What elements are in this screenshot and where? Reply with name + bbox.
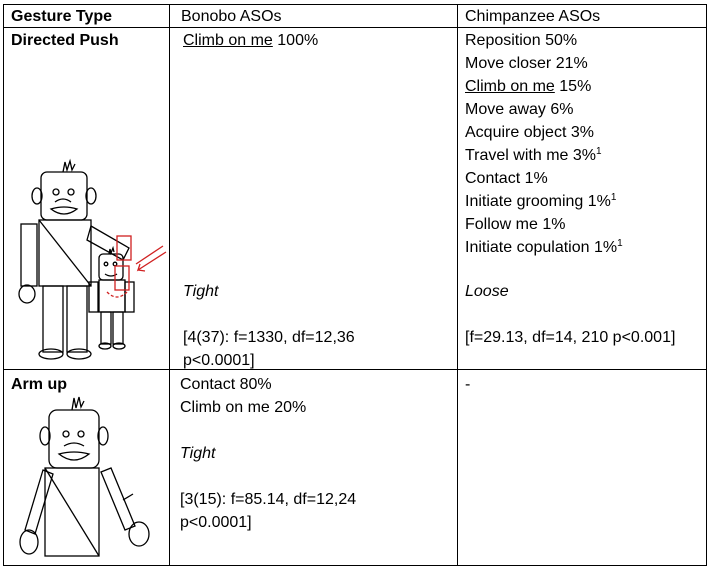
arm-up-illustration [15, 396, 165, 564]
gesture-arm-up: Arm up [11, 376, 67, 393]
chimp-push-item [465, 52, 588, 75]
directed-push-illustration [11, 154, 171, 362]
bonobo-armup-stats-line2: p<0.0001] [180, 514, 252, 531]
chimp-push-item [465, 190, 616, 213]
gesture-table [3, 4, 707, 566]
chimp-push-item-label: Move closer [465, 55, 552, 72]
bonobo-push-item [183, 29, 318, 52]
chimp-push-item [465, 167, 548, 190]
chimp-push-item-label: Reposition [465, 32, 541, 49]
chimp-push-item-label: Initiate grooming [465, 193, 584, 210]
chimp-push-item-label: Travel with me [465, 147, 569, 164]
chimp-push-item-label: Contact [465, 170, 521, 187]
col-divider-2 [457, 4, 458, 566]
gesture-directed-push: Directed Push [11, 32, 119, 49]
chimp-push-item-footnote: 1 [610, 192, 617, 203]
chimp-push-item-label: Move away [465, 101, 546, 118]
table-border-bottom [3, 565, 707, 566]
chimp-push-item-value: 1% [587, 193, 611, 210]
header-gesture-type: Gesture Type [11, 8, 113, 25]
chimp-push-item [465, 121, 594, 144]
header-bonobo-asos: Bonobo ASOs [181, 8, 282, 25]
chimp-armup-value: - [465, 376, 471, 393]
chimp-push-item-value: 1% [593, 239, 618, 256]
bonobo-push-item-value: 100% [277, 32, 319, 49]
chimp-push-item [465, 75, 591, 98]
header-chimpanzee-asos: Chimpanzee ASOs [465, 8, 601, 25]
chimp-push-item-footnote: 1 [596, 146, 602, 157]
bonobo-armup-line1: Contact 80% [180, 376, 272, 393]
chimp-push-item-value: 50% [545, 32, 578, 49]
chimp-push-item-value: 6% [550, 101, 574, 118]
chimp-push-item-value: 1% [524, 170, 548, 187]
table-border-left [3, 4, 4, 566]
chimp-push-item-label: Follow me [465, 216, 538, 233]
chimp-push-item-label: Climb on me [465, 78, 555, 95]
bonobo-push-stats-line2: p<0.0001] [183, 352, 255, 369]
row-divider [3, 369, 707, 370]
bonobo-armup-line2: Climb on me 20% [180, 399, 307, 416]
chimp-push-item-footnote: 1 [617, 238, 623, 249]
chimp-push-category: Loose [465, 283, 509, 300]
bonobo-armup-category: Tight [180, 445, 216, 462]
chimp-push-item [465, 98, 574, 121]
chimp-push-item-value: 3% [570, 124, 594, 141]
chimp-push-item-value: 3% [572, 147, 597, 164]
bonobo-push-stats-line1: [4(37): f=1330, df=12,36 [183, 329, 355, 346]
chimp-push-item [465, 29, 577, 52]
chimp-push-item-value: 15% [559, 78, 592, 95]
bonobo-push-item-label: Climb on me [183, 32, 273, 49]
chimp-push-stats: [f=29.13, df=14, 210 p<0.001] [465, 329, 676, 346]
bonobo-armup-stats-line1: [3(15): f=85.14, df=12,24 [180, 491, 357, 508]
chimp-push-item-value: 1% [542, 216, 566, 233]
chimp-push-item [465, 144, 602, 167]
chimp-push-item-value: 21% [555, 55, 588, 72]
chimp-push-item [465, 213, 565, 236]
chimp-push-item-label: Acquire object [465, 124, 567, 141]
chimp-push-item-label: Initiate copulation [465, 239, 590, 256]
bonobo-push-category: Tight [183, 283, 219, 300]
table-border-right [706, 4, 707, 566]
chimp-push-item [465, 236, 623, 259]
